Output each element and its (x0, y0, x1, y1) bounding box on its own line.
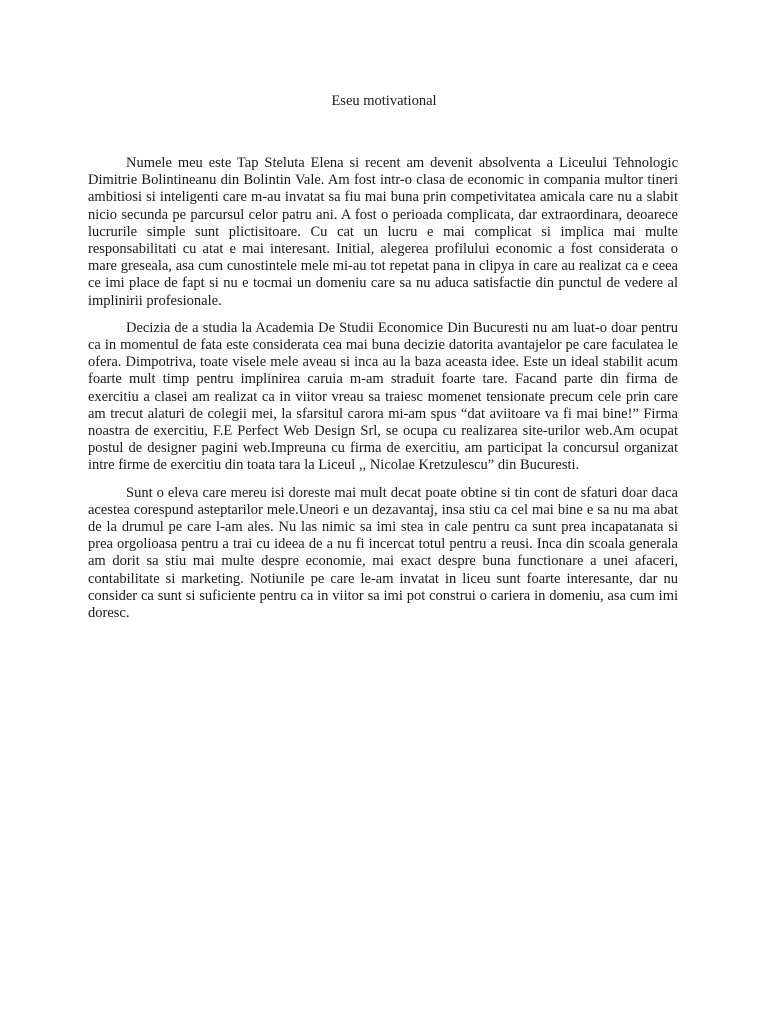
paragraph: Decizia de a studia la Academia De Studii Economice Din Bucuresti nu am luat-o doar pentru ca in momentul de fata este considerata cea mai buna decizie datorita avantajelor pe care faculatea le ofera. Dimpotriva, toate visele mele aveau si inca au la baza aceasta idee. Este un ideal stabilit acum foarte mult timp pentru implinirea caruia m-am straduit foarte tare. Facand parte din firma de exercitiu a clasei am realizat ca in viitor vreau sa traiesc momenet tensionate precum cele prin care am trecut alaturi de colegii mei, la sfarsitul carora mi-am spus “dat aviitoare va fi mai bine!” Firma noastra de exercitiu, F.E Perfect Web Design Srl, se ocupa cu realizarea site-urilor web.Am ocupat postul de designer pagini web.Impreuna cu firma de exercitiu, am participat la concursul organizat intre firme de exercitiu din toata tara la Liceul ,, Nicolae Kretzulescu” din Bucuresti. (88, 319, 678, 474)
paragraph: Numele meu este Tap Steluta Elena si recent am devenit absolventa a Liceului Tehnologic Dimitrie Bolintineanu din Bolintin Vale. Am fost intr-o clasa de economic in compania multor tineri ambitiosi si inteligenti care m-au invatat sa fiu mai buna prin competivitatea amicala care nu a slabit nicio secunda pe parcursul celor patru ani. A fost o perioada complicata, dar extraordinara, deoarece lucrurile simple sunt plictisitoare. Cu cat un lucru e mai complicat si implica mai multe responsabilitati cu atat e mai interesant. Initial, alegerea profilului economic a fost considerata o mare greseala, asa cum cunostintele mele mi-au tot repetat pana in clipya in care au realizat ca e ceea ce imi place de fapt si nu e tocmai un domeniu care sa nu aduca satisfactie din punctul de vedere al implinirii profesionale. (88, 155, 678, 309)
paragraph: Sunt o eleva care mereu isi doreste mai mult decat poate obtine si tin cont de sfaturi doar daca acestea corespund asteptarilor mele.Uneori e un dezavantaj, insa stiu ca cel mai bine e sa nu ma abat de la drumul pe care l-am ales. Nu las nimic sa imi stea in cale pentru ca sunt prea incapatanata si prea orgolioasa pentru a trai cu ideea de a nu fi incercat totul pentru a reusi. Inca din scoala generala am dorit sa stiu mai multe despre economie, mai exact despre buna functionare a unei afaceri, contabilitate si marketing. Notiunile pe care le-am invatat in liceu sunt foarte interesante, dar nu consider ca sunt si suficiente pentru ca in viitor sa imi pot construi o cariera in domeniu, asa cum imi doresc. (88, 484, 678, 622)
document-body (88, 155, 678, 632)
document-title: Eseu motivational (331, 93, 437, 109)
